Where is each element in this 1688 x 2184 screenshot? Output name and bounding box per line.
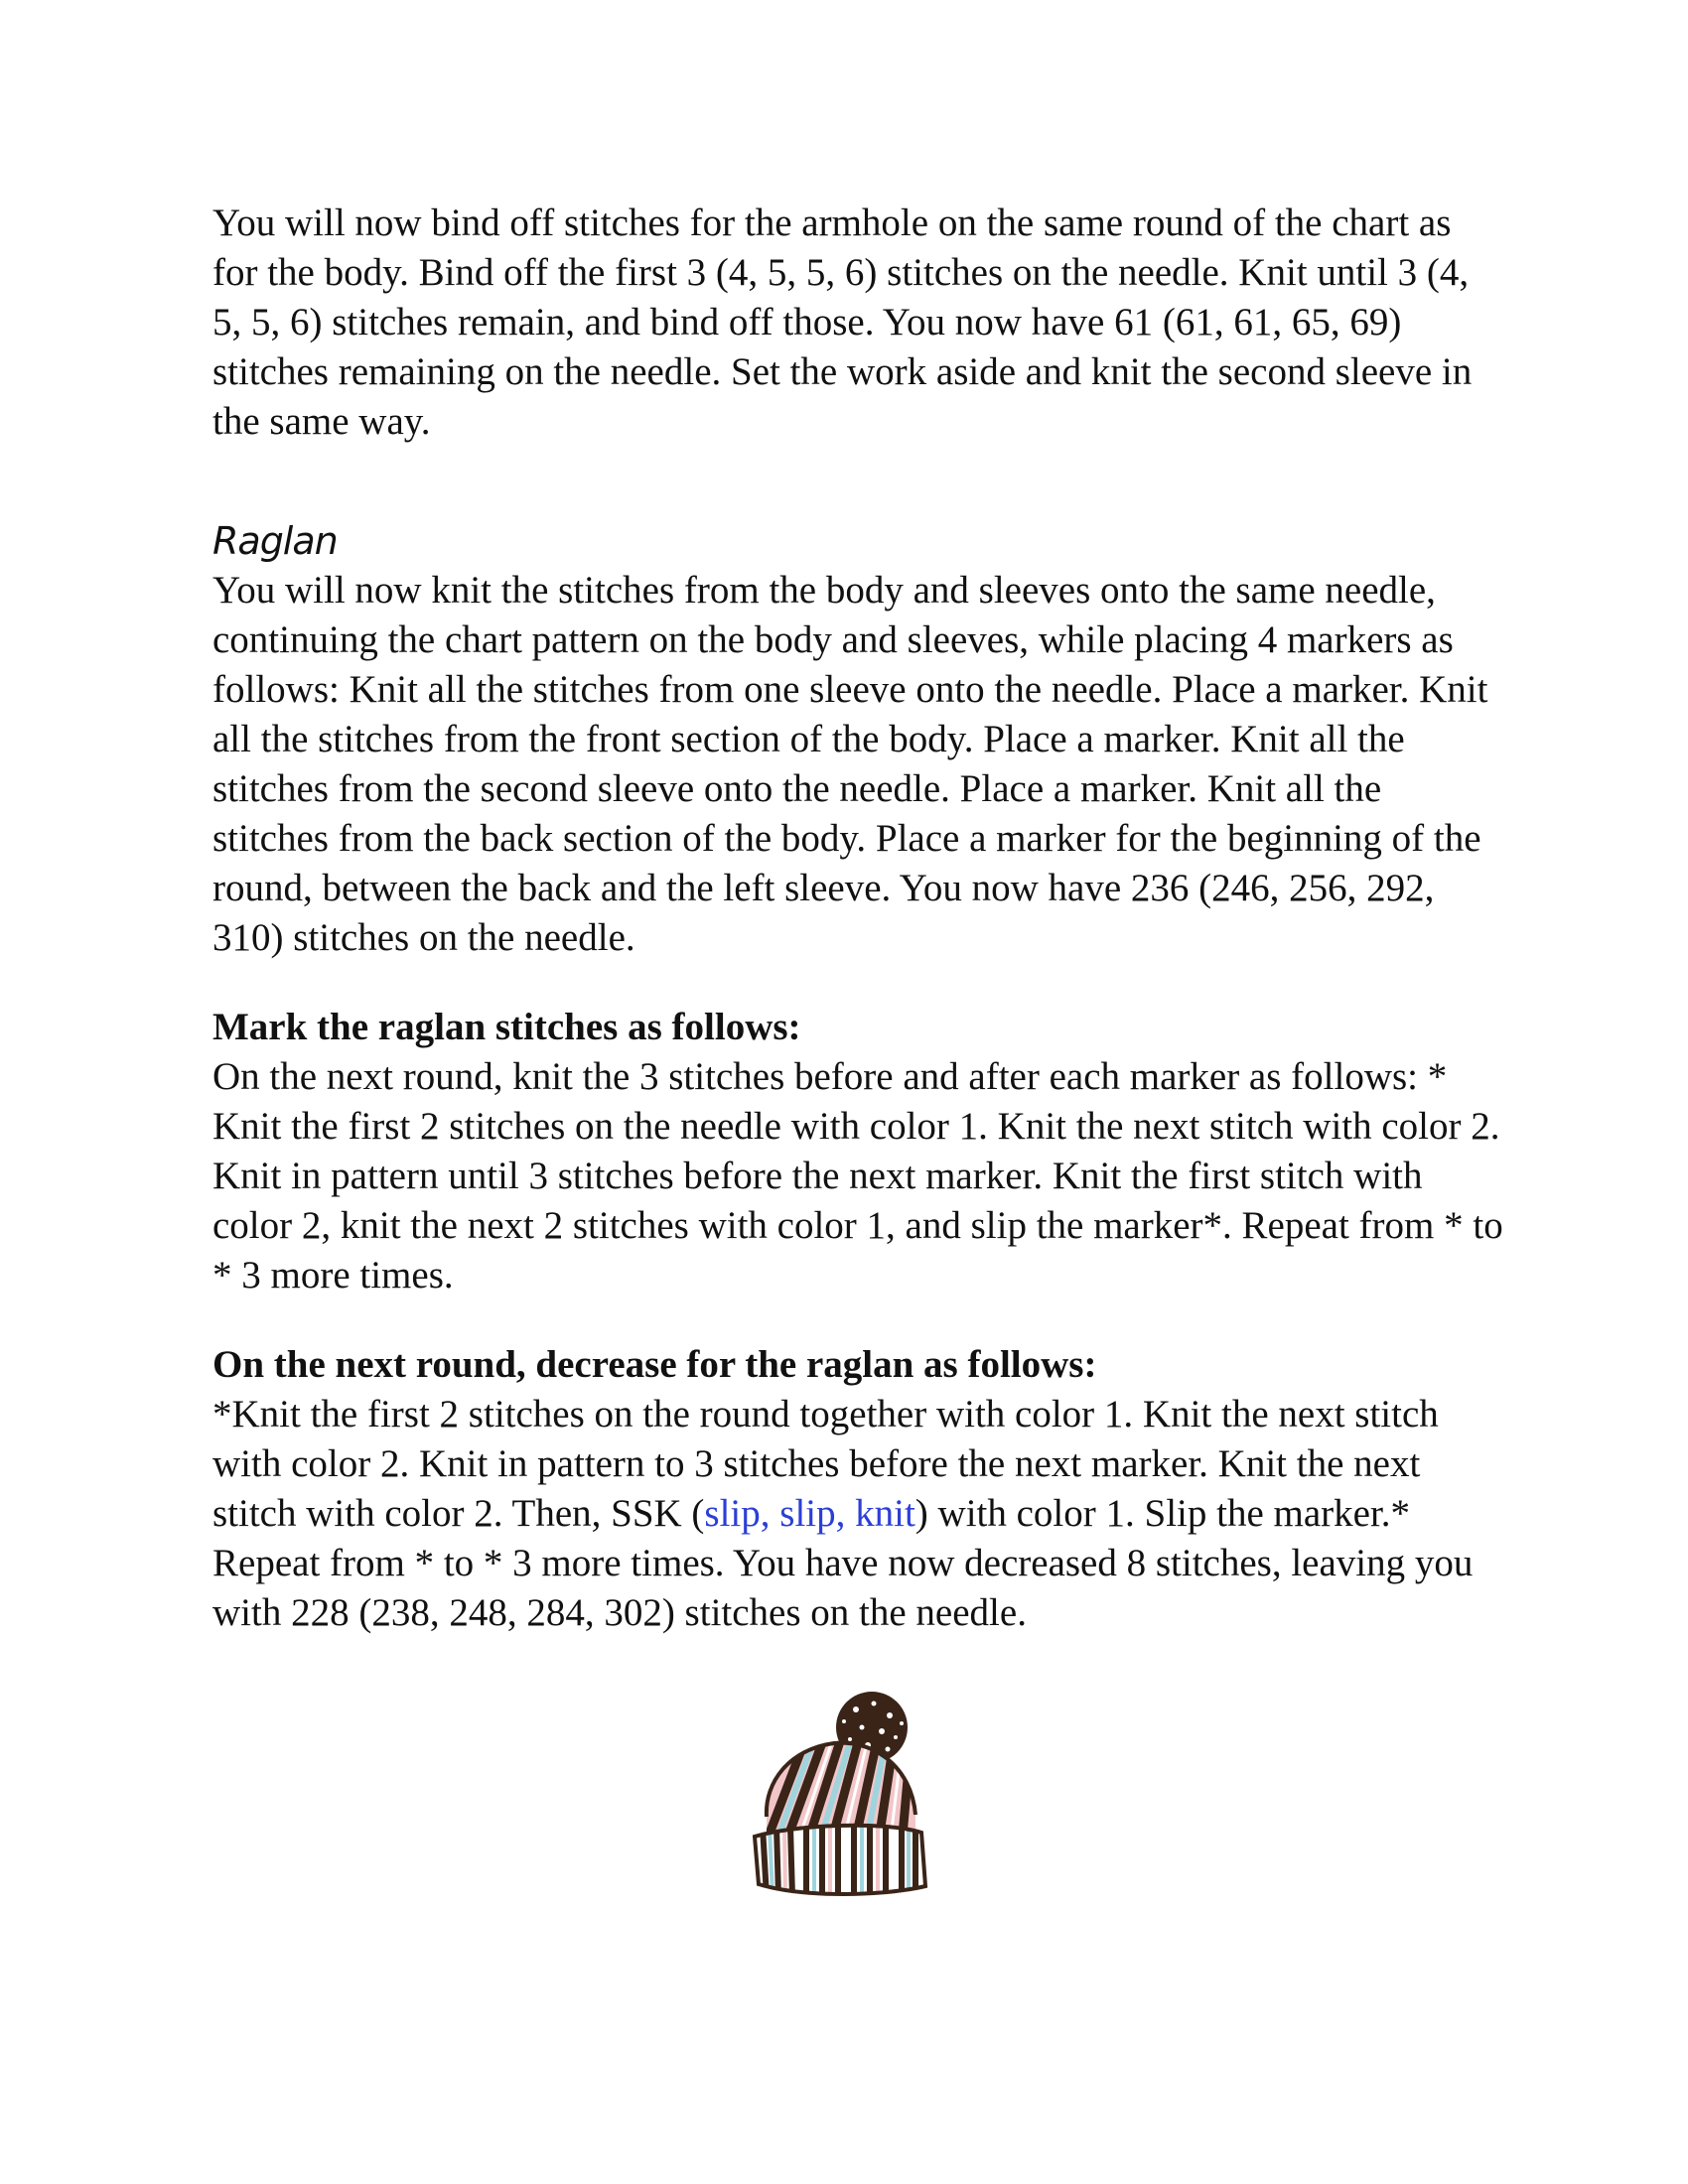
paragraph-armhole: You will now bind off stitches for the armhole on the same round of the chart as for the body. Bind off the first 3 (4, 5, 5, 6) stitches on the needle. Knit until 3 (4, 5, 5, 6) stitches remain, and bind off those. You now have 61 (61, 61, 65, 69) stitches remaining on the needle. Set the work aside and knit the second sleeve in the same way. <box>212 202 1473 443</box>
heading-mark-raglan: Mark the raglan stitches as follows: <box>212 1006 801 1048</box>
decrease-text-before: *Knit the first 2 stitches on the round together with color 1. Knit the next stitch with color 2. Knit in pattern to 3 stitches before the next marker. Knit the next stitch with color 2. Then, SSK ( <box>212 1393 1439 1535</box>
decrease-text-after: ) with color 1. Slip the marker.* Repeat from * to * 3 more times. You have now decreased 8 stitches, leaving you with 228 (238, 248, 284, 302) stitches on the needle. <box>212 1492 1474 1634</box>
ssk-link[interactable]: slip, slip, knit <box>704 1492 915 1535</box>
paragraph-decrease <box>212 1390 1503 1638</box>
knitted-hat-icon <box>745 1688 943 1916</box>
paragraph-mark-raglan: On the next round, knit the 3 stitches before and after each marker as follows: * Knit the first 2 stitches on the needle with color 1. Knit the next stitch with color 2. Knit in pattern until 3 stitches before the next marker. Knit the first stitch with color 2, knit the next 2 stitches with color 1, and slip the marker*. Repeat from * to * 3 more times. <box>212 1055 1503 1297</box>
paragraph-raglan: You will now knit the stitches from the body and sleeves onto the same needle, continuing the chart pattern on the body and sleeves, while placing 4 markers as follows: Knit all the stitches from one sleeve onto the needle. Place a marker. Knit all the stitches from the front section of the body. Place a marker. Knit all the stitches from the second sleeve onto the needle. Place a marker. Knit all the stitches from the back section of the body. Place a marker for the beginning of the round, between the back and the left sleeve. You now have 236 (246, 256, 292, 310) stitches on the needle. <box>212 569 1488 959</box>
page-content <box>212 199 1503 1638</box>
heading-decrease: On the next round, decrease for the raglan as follows: <box>212 1343 1097 1386</box>
heading-raglan: Raglan <box>212 519 338 563</box>
